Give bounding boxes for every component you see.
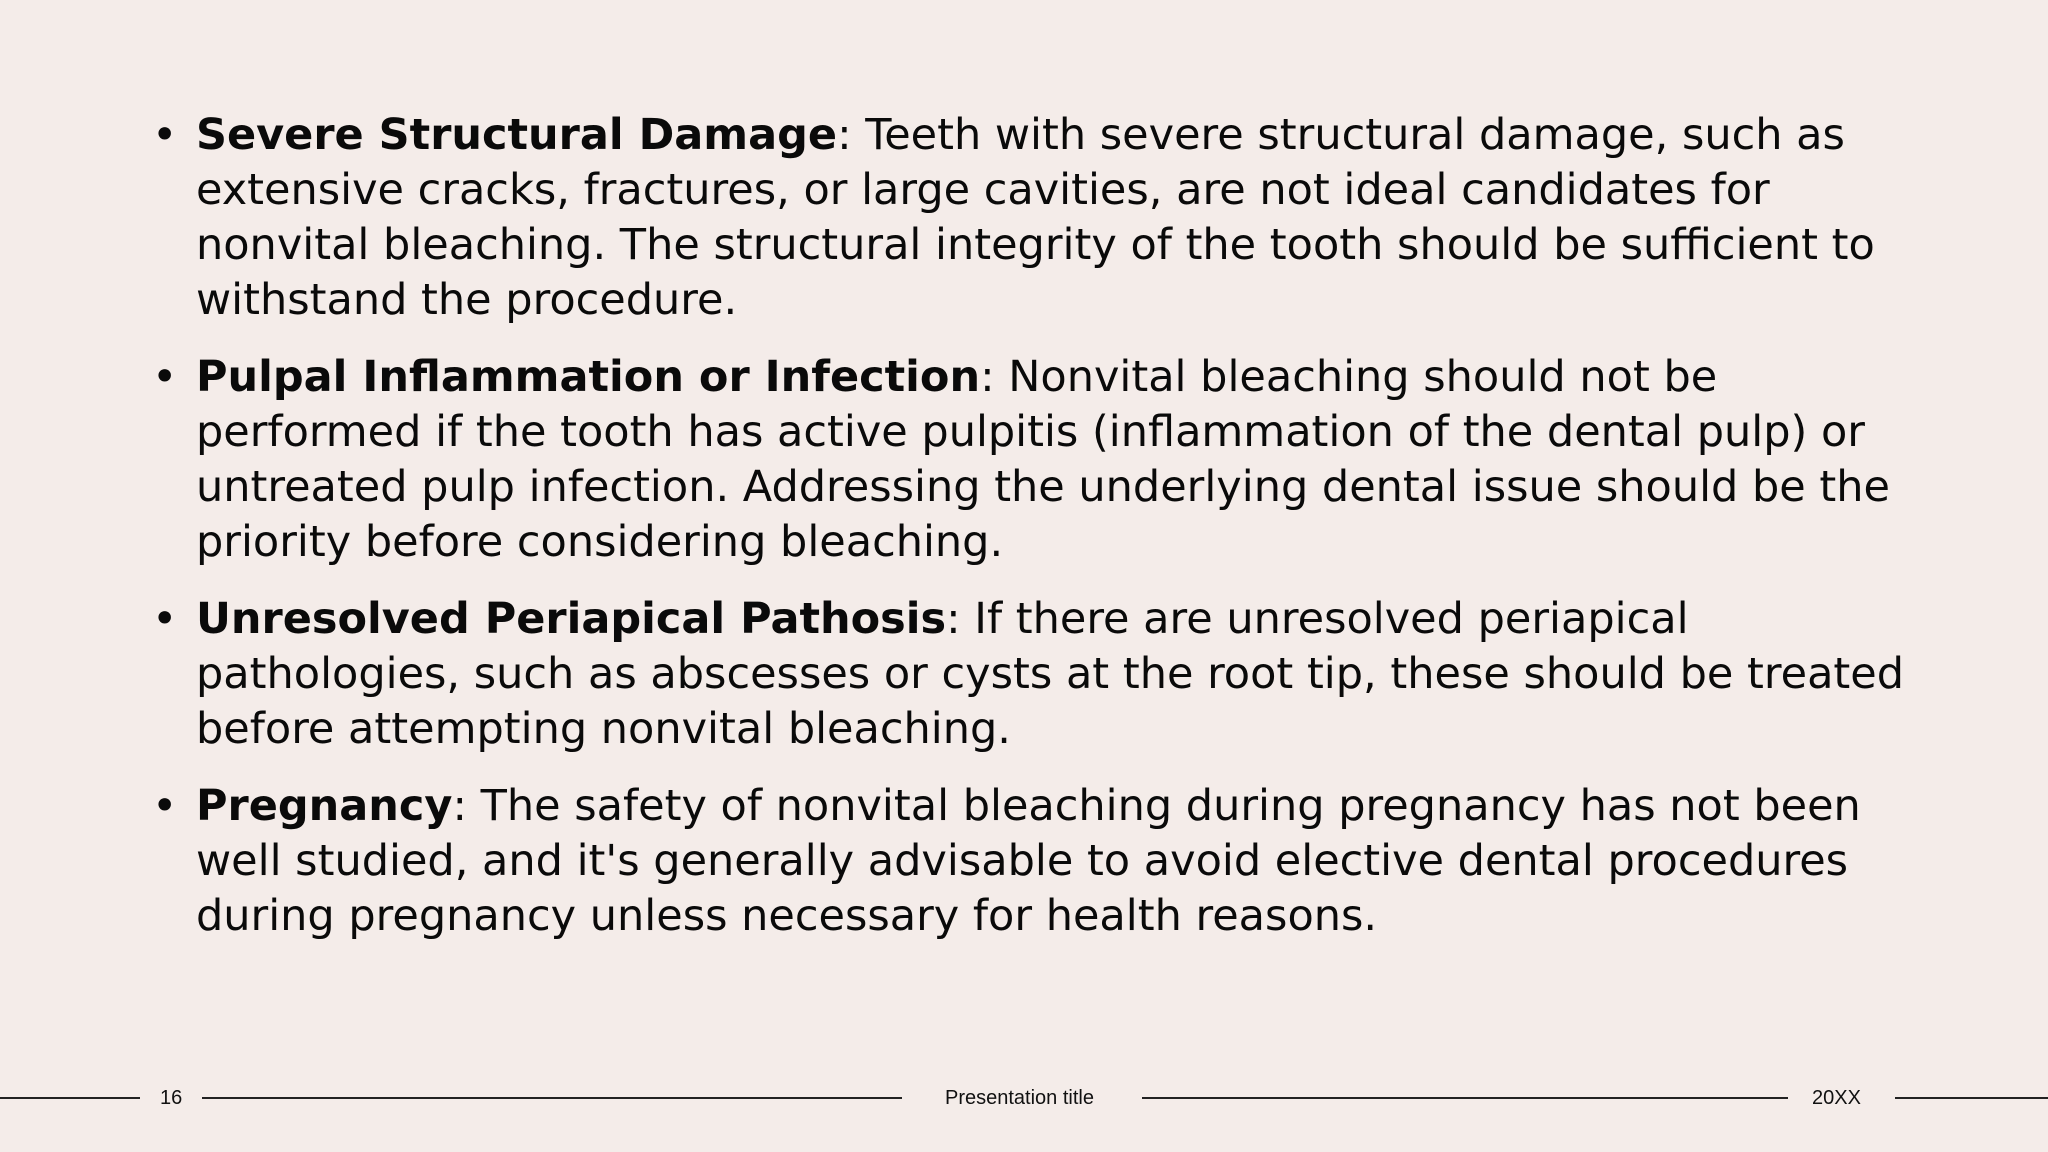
bullet-dot-icon: • (152, 781, 178, 831)
bullet-dot-icon: • (152, 352, 178, 402)
bullet-text: : If there are unresolved periapical pathologies, such as abscesses or cysts at the root tip, these should be treated before attempting nonvital bleaching. (196, 594, 1905, 754)
bullet-text: : Teeth with severe structural damage, such as extensive cracks, fractures, or large cavities, are not ideal candidates for nonvital bleaching. The structural integrity of the tooth should be sufficient to withstand the procedure. (196, 110, 1875, 325)
bullet-dot-icon: • (152, 110, 178, 160)
bullet-item-pregnancy (150, 779, 1910, 944)
presentation-title: Presentation title (945, 1087, 1094, 1109)
bullet-dot-icon: • (152, 594, 178, 644)
bullet-item-severe-structural-damage (150, 108, 1910, 328)
bullet-term: Pulpal Inflammation or Infection (196, 352, 981, 402)
bullet-text: : Nonvital bleaching should not be performed if the tooth has active pulpitis (inflammation of the dental pulp) or untreated pulp infection. Addressing the underlying dental issue should be the priority before considering bleaching. (196, 352, 1890, 567)
bullet-term: Unresolved Periapical Pathosis (196, 594, 947, 644)
bullet-text: : The safety of nonvital bleaching during pregnancy has not been well studied, and it's generally advisable to avoid elective dental procedures during pregnancy unless necessary for health reasons. (196, 781, 1861, 941)
footer-year: 20XX (1812, 1087, 1861, 1109)
footer-rule-center-left (202, 1097, 902, 1099)
bullet-list (150, 108, 1910, 944)
slide-footer (0, 1086, 2048, 1110)
bullet-item-pulpal-inflammation (150, 350, 1910, 570)
bullet-term: Pregnancy (196, 781, 453, 831)
bullet-term: Severe Structural Damage (196, 110, 838, 160)
page-number: 16 (160, 1087, 183, 1109)
footer-rule-right (1895, 1097, 2048, 1099)
bullet-item-unresolved-periapical-pathosis (150, 592, 1910, 757)
footer-rule-left (0, 1097, 140, 1099)
slide-content (150, 108, 1910, 966)
footer-rule-center-right (1142, 1097, 1788, 1099)
